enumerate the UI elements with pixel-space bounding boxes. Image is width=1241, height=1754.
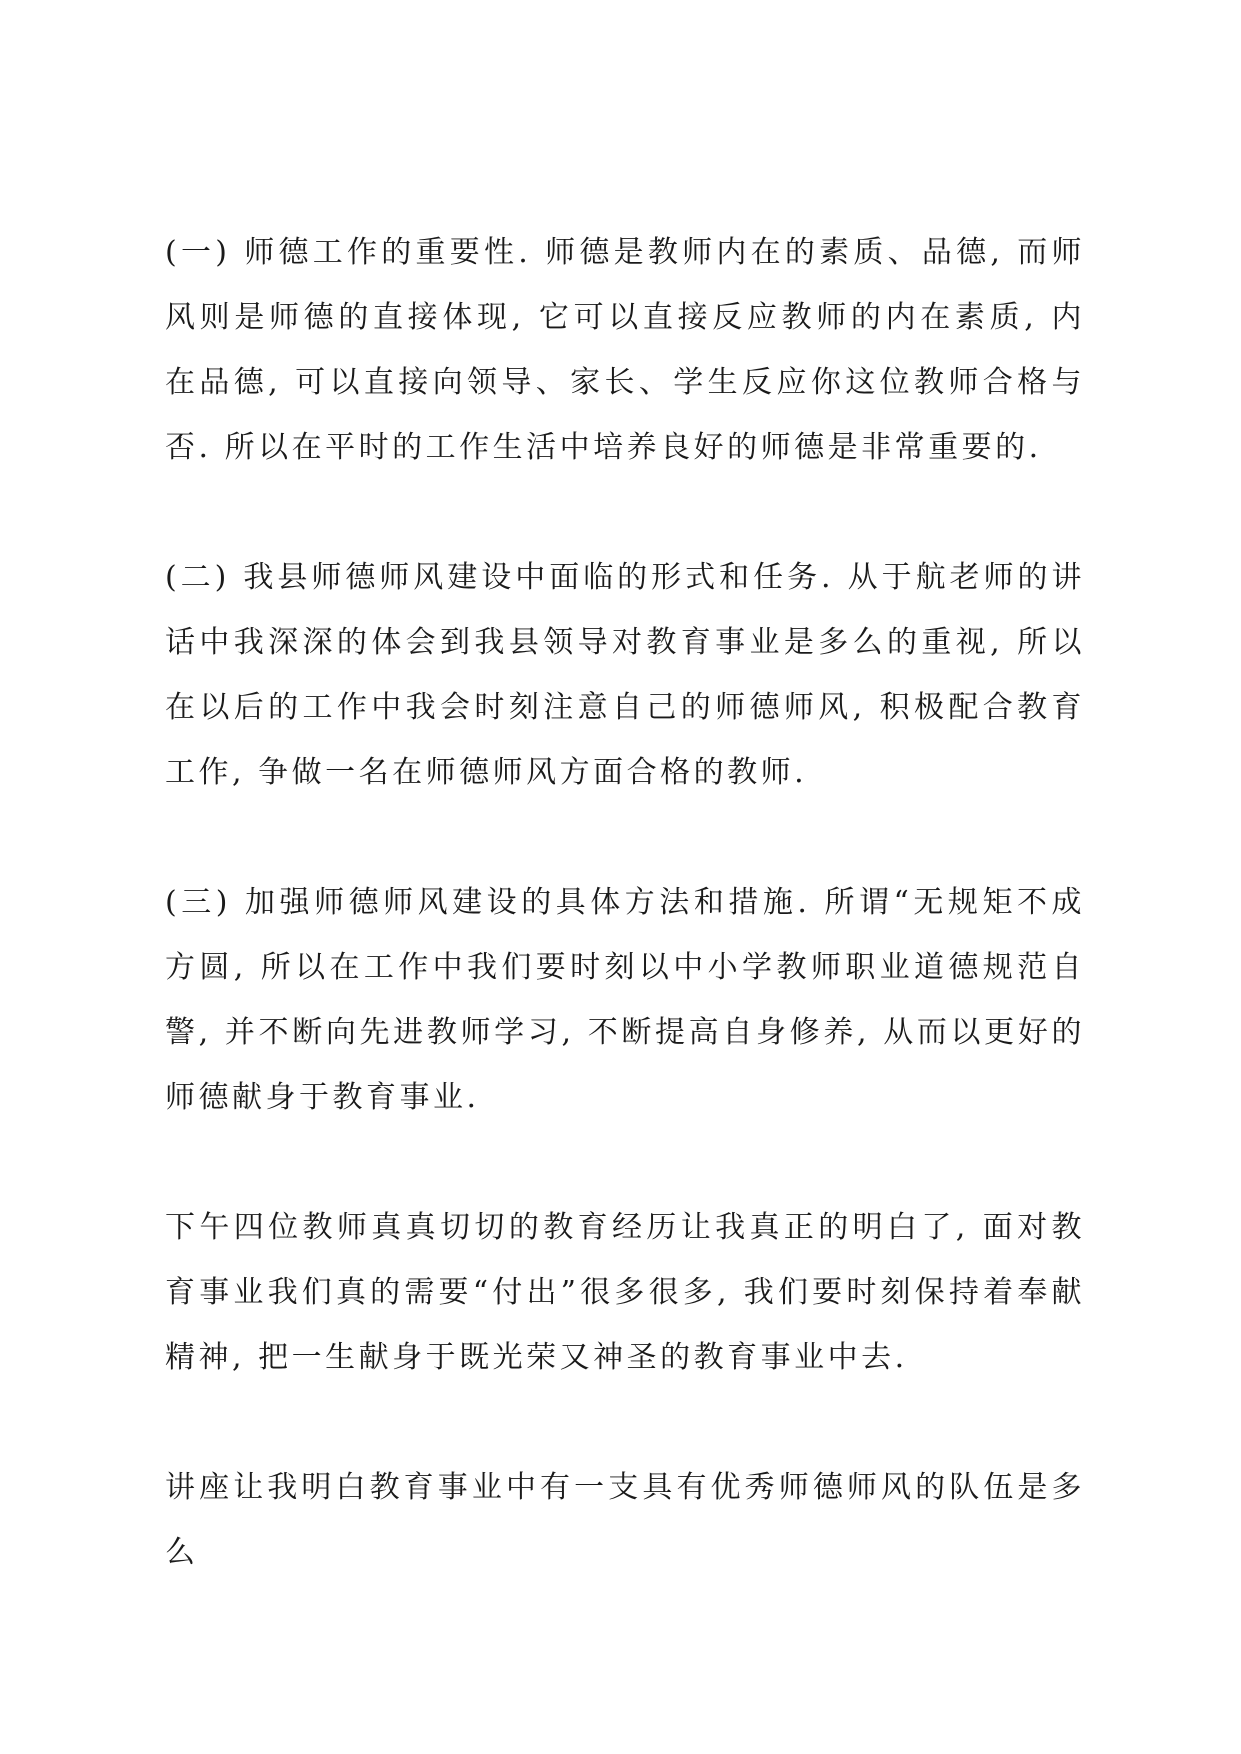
paragraph-spacer — [165, 1390, 1085, 1455]
paragraph-spacer — [165, 480, 1085, 545]
document-body — [165, 220, 1085, 1585]
paragraph-3: (三) 加强师德师风建设的具体方法和措施. 所谓“无规矩不成方圆, 所以在工作中我们要时刻以中小学教师职业道德规范自警, 并不断向先进教师学习, 不断提高自身修养, 从而以更好的师德献身于教育事业. — [165, 885, 1085, 1115]
paragraph-2: (二) 我县师德师风建设中面临的形式和任务. 从于航老师的讲话中我深深的体会到我县领导对教育事业是多么的重视, 所以在以后的工作中我会时刻注意自己的师德师风, 积极配合教育工作, 争做一名在师德师风方面合格的教师. — [165, 560, 1085, 790]
paragraph-4: 下午四位教师真真切切的教育经历让我真正的明白了, 面对教育事业我们真的需要“付出”很多很多, 我们要时刻保持着奉献精神, 把一生献身于既光荣又神圣的教育事业中去. — [165, 1210, 1085, 1375]
paragraph-spacer — [165, 1130, 1085, 1195]
paragraph-spacer — [165, 805, 1085, 870]
paragraph-1: (一) 师德工作的重要性. 师德是教师内在的素质、品德, 而师风则是师德的直接体现, 它可以直接反应教师的内在素质, 内在品德, 可以直接向领导、家长、学生反应你这位教师合格与否. 所以在平时的工作生活中培养良好的师德是非常重要的. — [165, 235, 1085, 465]
paragraph-5: 讲座让我明白教育事业中有一支具有优秀师德师风的队伍是多么 — [165, 1470, 1085, 1570]
